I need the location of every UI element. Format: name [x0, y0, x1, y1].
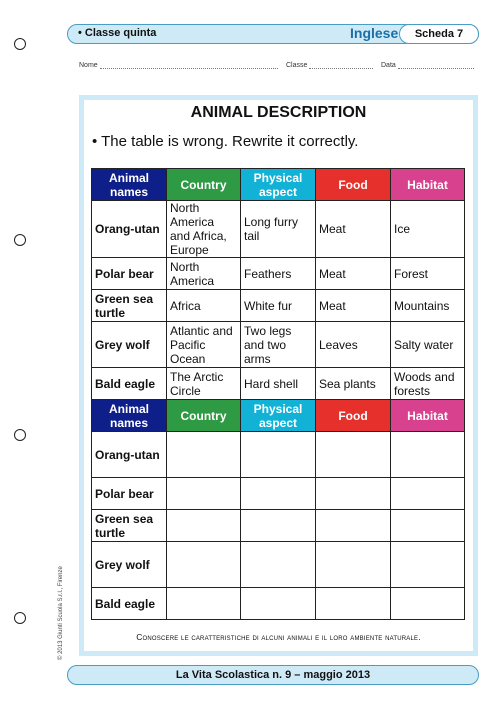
table-cell: Meat — [316, 201, 391, 258]
animal-name-cell: Bald eagle — [92, 588, 167, 620]
answer-table-header-3: Food — [316, 400, 391, 432]
answer-cell[interactable] — [391, 542, 465, 588]
animal-name-cell: Bald eagle — [92, 368, 167, 400]
binder-hole-2 — [14, 234, 26, 246]
table-cell: Leaves — [316, 322, 391, 368]
date-field[interactable] — [381, 62, 474, 69]
answer-cell[interactable] — [391, 478, 465, 510]
answer-cell[interactable] — [391, 432, 465, 478]
class-field-label: Classe — [286, 62, 308, 69]
header-bar — [67, 24, 479, 44]
binder-hole-1 — [14, 38, 26, 50]
answer-cell[interactable] — [316, 432, 391, 478]
table-cell: Salty water — [391, 322, 465, 368]
table-cell: Feathers — [241, 258, 316, 290]
animal-name-cell: Green sea turtle — [92, 510, 167, 542]
table-row — [92, 368, 465, 400]
table-row — [92, 542, 465, 588]
table-row — [92, 510, 465, 542]
table-cell: North America and Africa, Europe — [167, 201, 241, 258]
answer-cell[interactable] — [316, 542, 391, 588]
subject-title: Inglese — [350, 25, 399, 41]
table-cell: Woods and forests — [391, 368, 465, 400]
worksheet-title: ANIMAL DESCRIPTION — [190, 104, 367, 121]
sheet-number: Scheda 7 — [399, 24, 479, 44]
answer-table-header-2: Physical aspect — [241, 400, 316, 432]
answer-table-header-1: Country — [167, 400, 241, 432]
wrong-table-header-2: Physical aspect — [241, 169, 316, 201]
table-cell: Africa — [167, 290, 241, 322]
class-level: • Classe quinta — [78, 27, 157, 39]
instruction: • The table is wrong. Rewrite it correctly. — [92, 133, 359, 150]
answer-cell[interactable] — [167, 432, 241, 478]
learning-objective: Conoscere le caratteristiche di alcuni animali e il loro ambiente naturale. — [136, 632, 421, 642]
wrong-table — [91, 168, 465, 400]
answer-cell[interactable] — [316, 588, 391, 620]
answer-cell[interactable] — [167, 510, 241, 542]
answer-cell[interactable] — [167, 542, 241, 588]
table-cell: Meat — [316, 258, 391, 290]
animal-name-cell: Orang-utan — [92, 432, 167, 478]
table-cell: North America — [167, 258, 241, 290]
answer-cell[interactable] — [167, 588, 241, 620]
table-cell: Sea plants — [316, 368, 391, 400]
wrong-table-header-0: Animal names — [92, 169, 167, 201]
answer-cell[interactable] — [241, 510, 316, 542]
answer-cell[interactable] — [241, 478, 316, 510]
animal-name-cell: Grey wolf — [92, 542, 167, 588]
table-cell: Atlantic and Pacific Ocean — [167, 322, 241, 368]
table-row — [92, 290, 465, 322]
table-row — [92, 478, 465, 510]
class-field[interactable] — [286, 62, 373, 69]
copyright-note: © 2013 Giunti Scuola S.r.l., Firenze — [58, 566, 64, 660]
date-field-label: Data — [381, 62, 396, 69]
answer-table-header — [92, 400, 465, 432]
table-cell: Meat — [316, 290, 391, 322]
answer-cell[interactable] — [316, 510, 391, 542]
table-row — [92, 258, 465, 290]
animal-name-cell: Polar bear — [92, 258, 167, 290]
animal-name-cell: Grey wolf — [92, 322, 167, 368]
wrong-table-header — [92, 169, 465, 201]
answer-cell[interactable] — [316, 478, 391, 510]
binder-hole-3 — [14, 429, 26, 441]
table-cell: Long furry tail — [241, 201, 316, 258]
answer-table-header-4: Habitat — [391, 400, 465, 432]
name-field[interactable] — [79, 62, 278, 69]
binder-hole-4 — [14, 612, 26, 624]
table-row — [92, 201, 465, 258]
answer-table — [91, 399, 465, 620]
name-field-label: Nome — [79, 62, 98, 69]
wrong-table-header-3: Food — [316, 169, 391, 201]
table-cell: Two legs and two arms — [241, 322, 316, 368]
table-row — [92, 588, 465, 620]
wrong-table-header-4: Habitat — [391, 169, 465, 201]
answer-table-header-0: Animal names — [92, 400, 167, 432]
answer-cell[interactable] — [391, 510, 465, 542]
answer-cell[interactable] — [391, 588, 465, 620]
animal-name-cell: Polar bear — [92, 478, 167, 510]
table-row — [92, 322, 465, 368]
answer-cell[interactable] — [167, 478, 241, 510]
table-cell: Ice — [391, 201, 465, 258]
table-row — [92, 432, 465, 478]
wrong-table-header-1: Country — [167, 169, 241, 201]
animal-name-cell: Green sea turtle — [92, 290, 167, 322]
answer-cell[interactable] — [241, 542, 316, 588]
table-cell: Hard shell — [241, 368, 316, 400]
table-cell: The Arctic Circle — [167, 368, 241, 400]
animal-name-cell: Orang-utan — [92, 201, 167, 258]
table-cell: White fur — [241, 290, 316, 322]
table-cell: Forest — [391, 258, 465, 290]
table-cell: Mountains — [391, 290, 465, 322]
answer-cell[interactable] — [241, 432, 316, 478]
answer-cell[interactable] — [241, 588, 316, 620]
footer-bar: La Vita Scolastica n. 9 – maggio 2013 — [67, 665, 479, 685]
